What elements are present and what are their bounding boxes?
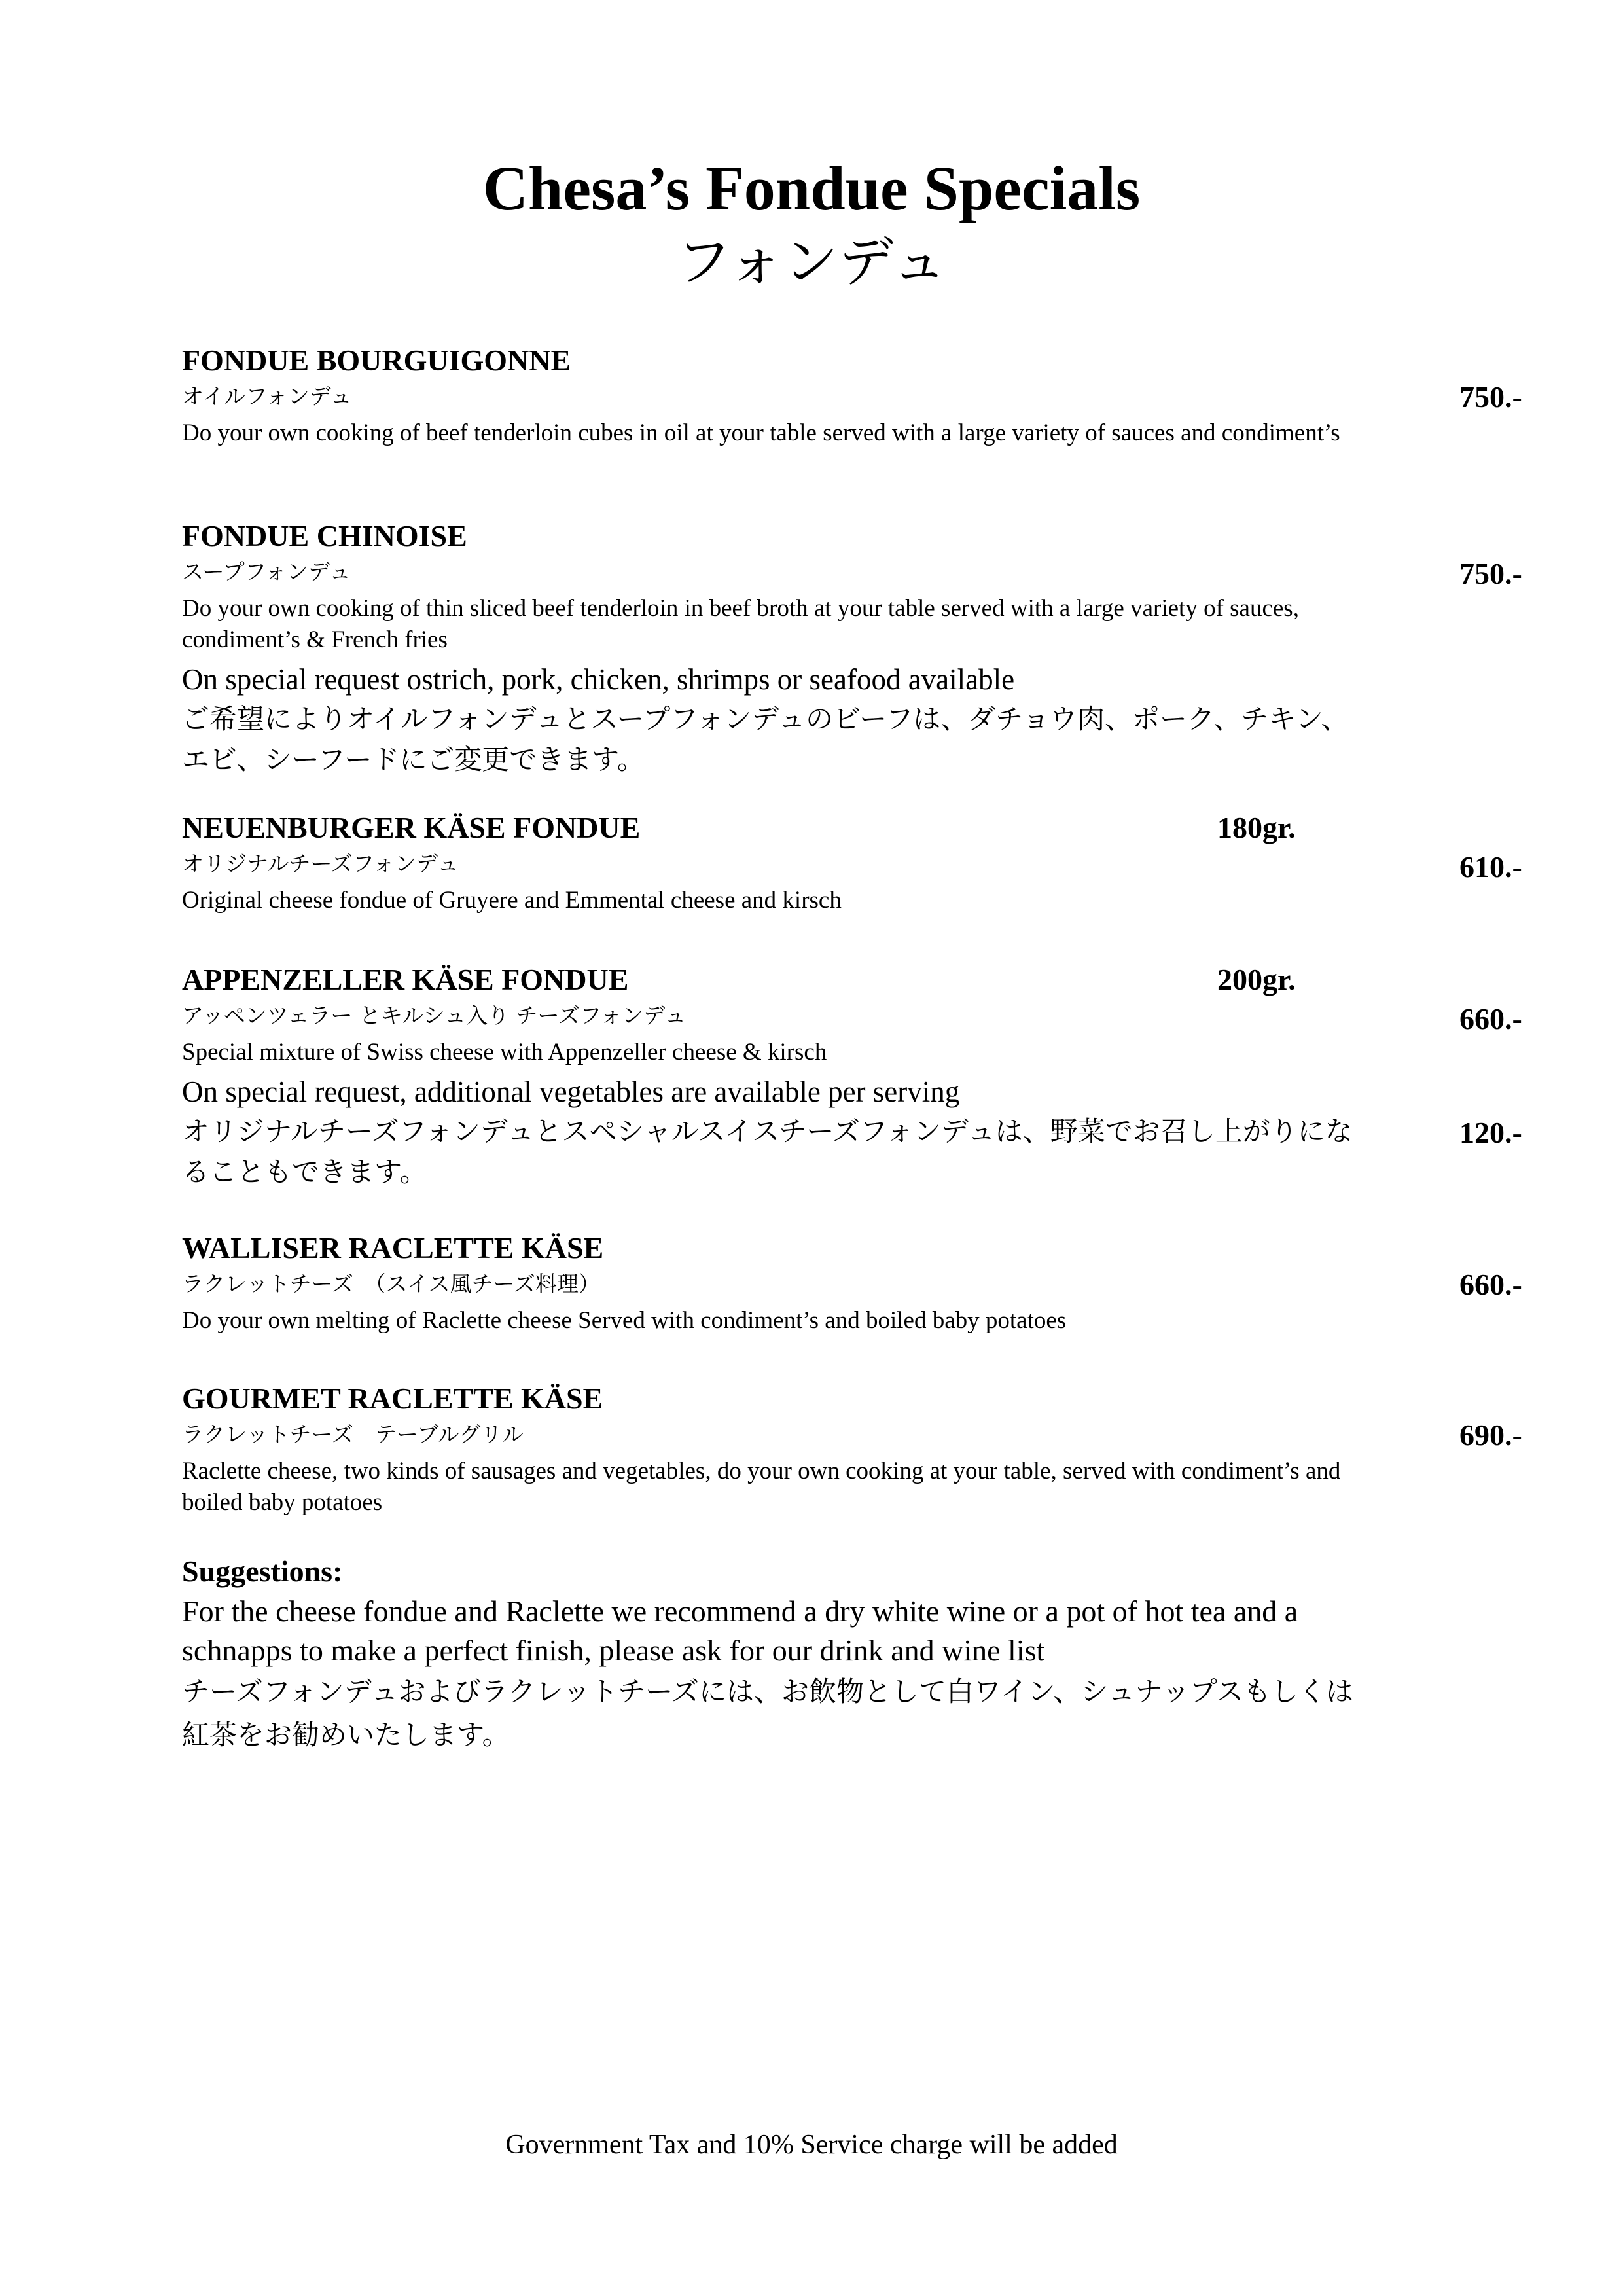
item-name: FONDUE BOURGUIGONNE <box>182 344 571 377</box>
price-fondue-chinoise: 750.- <box>1459 557 1522 590</box>
item-name-jp: アッペンツェラー とキルシュ入り チーズフォンデュ <box>182 1003 687 1028</box>
item-description: Raclette cheese, two kinds of sausages and vegetables, do your own cooking at your table, served with condiment’s and boiled baby potatoes <box>182 1458 1341 1516</box>
price-extra-vegetables: 120.- <box>1459 1116 1522 1149</box>
item-description: Special mixture of Swiss cheese with Appenzeller cheese & kirsch <box>182 1039 827 1066</box>
item-note-jp: ご希望によりオイルフォンデュとスープフォンデュのビーフは、ダチョウ肉、ポーク、チキン、エビ、シーフードにご変更できます。 <box>182 703 1349 776</box>
menu-item-fondue-chinoise <box>182 517 1360 780</box>
item-name-jp: スープフォンデュ <box>182 559 351 584</box>
item-name: APPENZELLER KÄSE FONDUE <box>182 963 629 996</box>
item-name-jp: オイルフォンデュ <box>182 384 352 409</box>
menu-item-appenzeller-kase-fondue <box>182 961 1360 1193</box>
page-subtitle-jp: フォンデュ <box>676 230 947 294</box>
item-description: Do your own cooking of thin sliced beef tenderloin in beef broth at your table served with a large variety of sauces, condiment’s & French fries <box>182 595 1299 653</box>
item-description: Do your own melting of Raclette cheese Served with condiment’s and boiled baby potatoes <box>182 1307 1067 1334</box>
suggestions-section <box>182 1552 1373 1757</box>
price-neuenburger-kase-fondue: 610.- <box>1459 850 1522 884</box>
menu-item-neuenburger-kase-fondue <box>182 809 1360 916</box>
item-weight: 180gr. <box>1217 811 1296 844</box>
price-fondue-bourguigonne: 750.- <box>1459 380 1522 414</box>
item-note: On special request ostrich, pork, chicken, shrimps or seafood available <box>182 663 1015 696</box>
item-name: GOURMET RACLETTE KÄSE <box>182 1382 603 1415</box>
item-note: On special request, additional vegetables are available per serving <box>182 1075 960 1108</box>
page-title: Chesa’s Fondue Specials <box>482 153 1141 223</box>
item-note-jp: オリジナルチーズフォンデュとスペシャルスイスチーズフォンデュは、野菜でお召し上がりになることもできます。 <box>182 1115 1353 1188</box>
suggestions-text-jp: チーズフォンデュおよびラクレットチーズには、お飲物として白ワイン、シュナップスもしくは紅茶をお勧めいたします。 <box>182 1676 1354 1751</box>
menu-item-fondue-bourguigonne <box>182 342 1360 449</box>
item-name-jp: ラクレットチーズ （スイス風チーズ料理） <box>182 1271 600 1297</box>
item-name-jp: オリジナルチーズフォンデュ <box>182 851 459 876</box>
item-name-jp: ラクレットチーズ テーブルグリル <box>182 1422 524 1447</box>
item-description: Do your own cooking of beef tenderloin cubes in oil at your table served with a large variety of sauces and condiment’s <box>182 420 1340 446</box>
menu-item-walliser-raclette-kase <box>182 1229 1360 1336</box>
item-name: FONDUE CHINOISE <box>182 519 467 552</box>
suggestions-title: Suggestions: <box>182 1554 343 1588</box>
price-appenzeller-kase-fondue: 660.- <box>1459 1002 1522 1035</box>
suggestions-text: For the cheese fondue and Raclette we recommend a dry white wine or a pot of hot tea and a schnapps to make a perfect finish, please ask for our drink and wine list <box>182 1594 1298 1667</box>
price-gourmet-raclette-kase: 690.- <box>1459 1418 1522 1452</box>
menu-item-gourmet-raclette-kase <box>182 1380 1360 1518</box>
price-walliser-raclette-kase: 660.- <box>1459 1268 1522 1301</box>
item-name: NEUENBURGER KÄSE FONDUE <box>182 811 641 844</box>
item-name: WALLISER RACLETTE KÄSE <box>182 1231 604 1265</box>
item-weight: 200gr. <box>1217 963 1296 996</box>
item-description: Original cheese fondue of Gruyere and Emmental cheese and kirsch <box>182 887 842 914</box>
footer-note: Government Tax and 10% Service charge will be added <box>505 2130 1118 2160</box>
